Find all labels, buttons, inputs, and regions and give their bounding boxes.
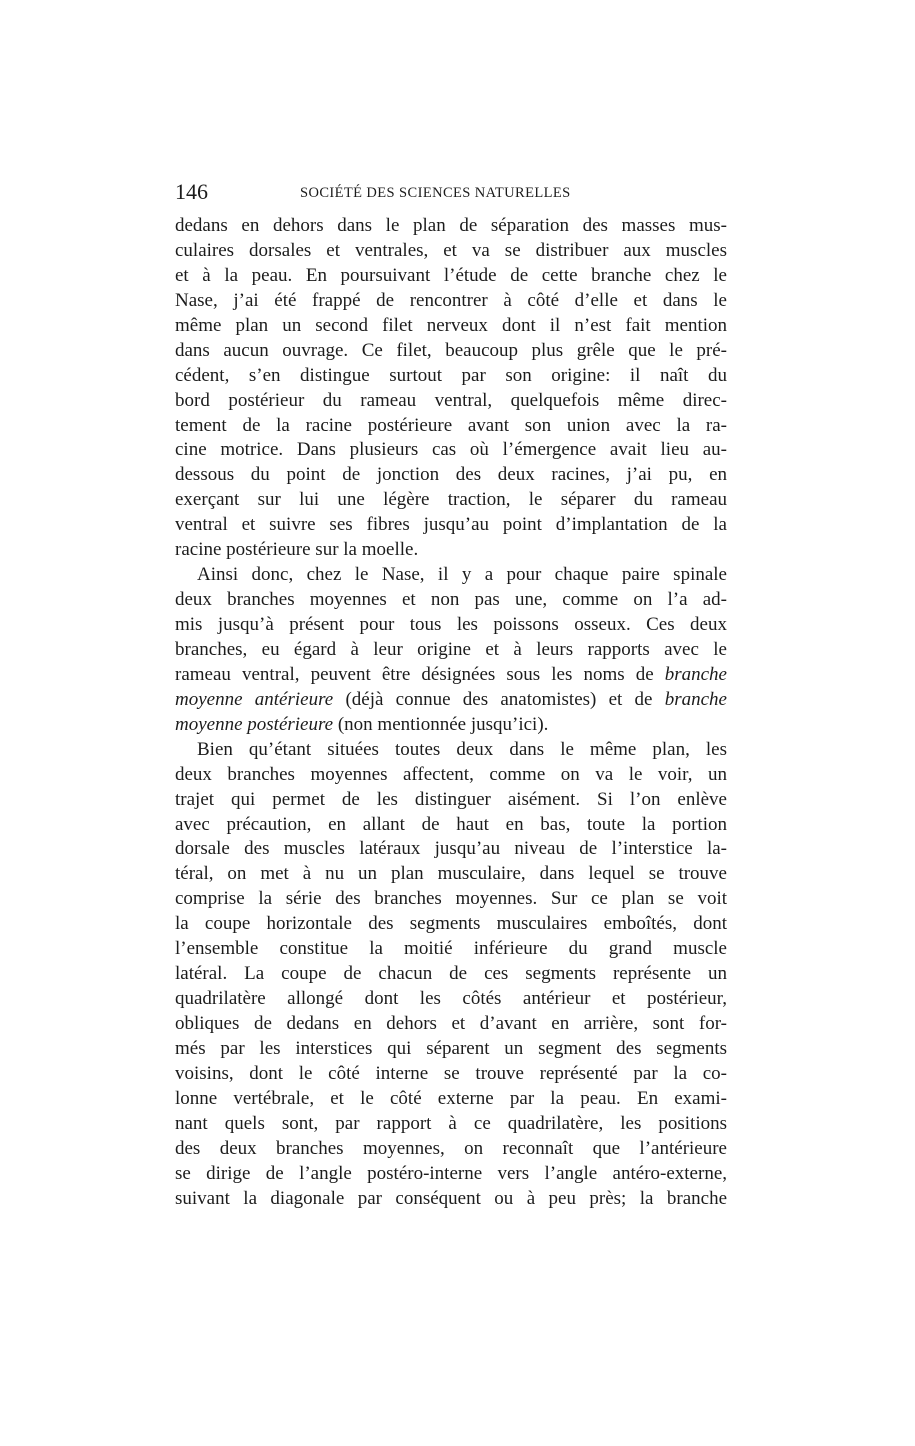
text-line: Bien qu’étant situées toutes deux dans le même plan, les [197,738,727,760]
text-line: cédent, s’en distingue surtout par son origine: il naît du [175,364,727,386]
running-head [175,178,725,208]
text-line: même plan un second filet nerveux dont il n’est fait mention [175,314,727,336]
text-line: l’ensemble constitue la moitié inférieure du grand muscle [175,938,727,960]
text-line: nant quels sont, par rapport à ce quadrilatère, les positions [175,1112,727,1134]
text-run: (déjà connue des anatomistes) et de [333,688,665,710]
text-line: voisins, dont le côté interne se trouve représenté par la co- [175,1062,727,1084]
text-line [175,688,727,713]
text-line: deux branches moyennes affectent, comme on va le voir, un [175,763,727,785]
text-line: latéral. La coupe de chacun de ces segments représente un [175,963,727,985]
text-line: dorsale des muscles latéraux jusqu’au niveau de l’interstice la- [175,838,727,860]
text-line: culaires dorsales et ventrales, et va se distribuer aux muscles [175,239,727,261]
text-line: avec précaution, en allant de haut en bas, toute la portion [175,813,727,835]
text-run: rameau ventral, peuvent être désignées sous les noms de [175,663,665,685]
text-run: (non mentionnée jusqu’ici). [333,713,549,735]
body-text [175,214,727,1212]
text-line [175,663,727,688]
text-line: branches, eu égard à leur origine et à leurs rapports avec le [175,638,727,660]
text-line: se dirige de l’angle postéro-interne vers l’angle antéro-externe, [175,1162,727,1184]
italic-term: branche [664,663,727,685]
text-line: exerçant sur lui une légère traction, le séparer du rameau [175,489,727,511]
text-line: lonne vertébrale, et le côté externe par la peau. En exami- [175,1087,727,1109]
text-line: la coupe horizontale des segments musculaires emboîtés, dont [175,913,727,935]
italic-term: moyenne postérieure [175,713,334,735]
text-line: més par les interstices qui séparent un segment des segments [175,1037,727,1059]
text-line: tement de la racine postérieure avant son union avec la ra- [175,414,727,436]
text-line: ventral et suivre ses fibres jusqu’au point d’implantation de la [175,514,727,536]
text-line: dedans en dehors dans le plan de séparation des masses mus- [175,215,727,236]
text-line: Nase, j’ai été frappé de rencontrer à côté d’elle et dans le [175,289,727,311]
text-line: bord postérieur du rameau ventral, quelquefois même direc- [175,389,727,411]
text-line: obliques de dedans en dehors et d’avant en arrière, sont for- [175,1013,727,1034]
text-line: quadrilatère allongé dont les côtés antérieur et postérieur, [175,988,727,1010]
text-line: Ainsi donc, chez le Nase, il y a pour chaque paire spinale [197,564,727,586]
italic-term: moyenne antérieure [175,688,334,710]
running-title: SOCIÉTÉ DES SCIENCES NATURELLES [300,185,571,201]
text-line: deux branches moyennes et non pas une, comme on l’a ad- [175,589,727,611]
text-line: et à la peau. En poursuivant l’étude de cette branche chez le [175,264,727,286]
text-line [175,713,727,738]
text-line: trajet qui permet de les distinguer aisément. Si l’on enlève [175,788,727,810]
text-line: cine motrice. Dans plusieurs cas où l’émergence avait lieu au- [175,439,727,461]
italic-term: branche [664,688,727,710]
text-line: dessous du point de jonction des deux racines, j’ai pu, en [175,464,727,486]
text-line: suivant la diagonale par conséquent ou à peu près; la branche [175,1187,727,1209]
page-number: 146 [175,179,208,204]
text-line: dans aucun ouvrage. Ce filet, beaucoup plus grêle que le pré- [175,339,727,361]
text-line: des deux branches moyennes, on reconnaît que l’antérieure [175,1137,727,1159]
text-line: téral, on met à nu un plan musculaire, dans lequel se trouve [175,863,727,885]
text-line: mis jusqu’à présent pour tous les poissons osseux. Ces deux [175,614,727,635]
text-line: racine postérieure sur la moelle. [175,539,419,561]
text-line: comprise la série des branches moyennes. Sur ce plan se voit [175,888,727,910]
